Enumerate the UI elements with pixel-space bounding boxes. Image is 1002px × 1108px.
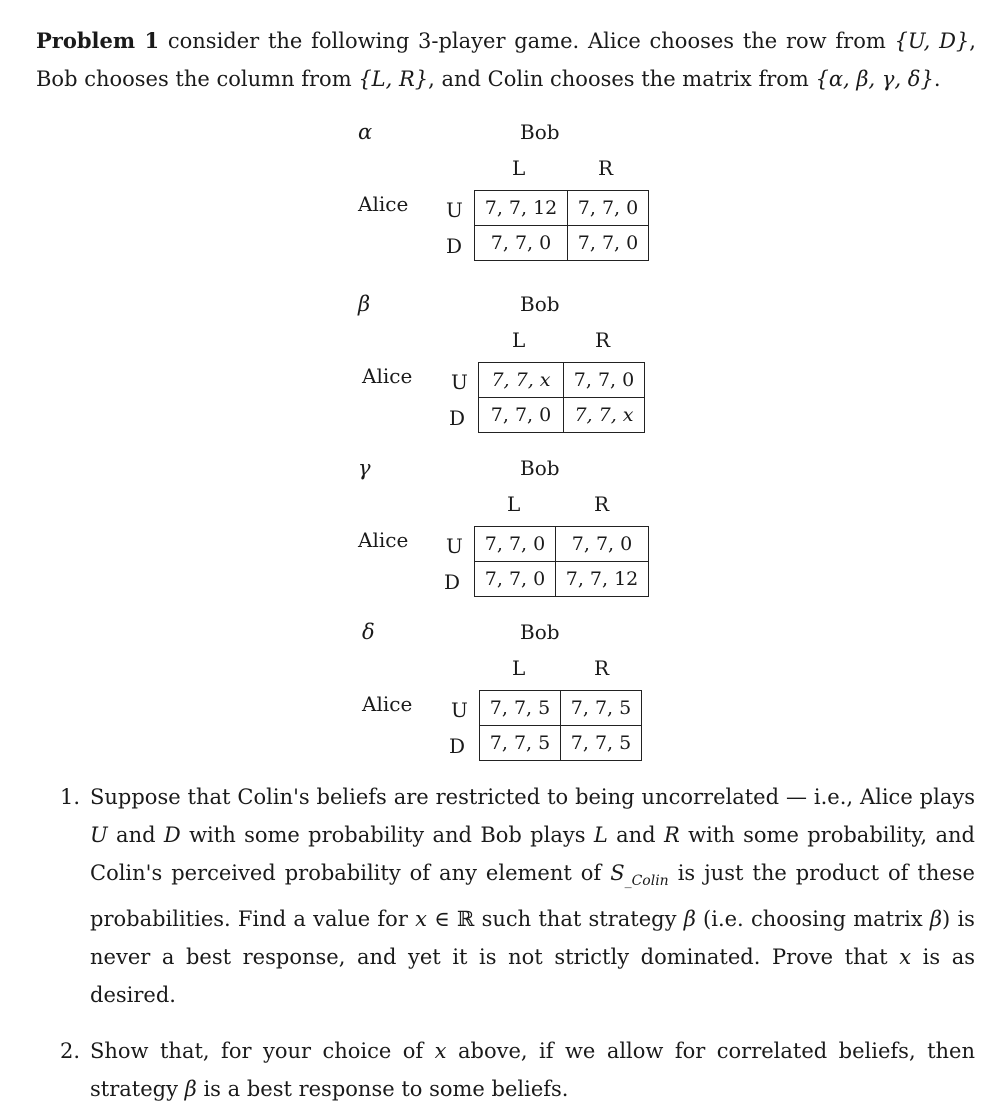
payoff-cell: 7, 7, 12: [475, 191, 568, 226]
payoff-cell: 7, 7, 5: [561, 691, 642, 726]
question-text: with some probability and Bob plays: [189, 823, 586, 847]
math-symbol: β: [683, 907, 696, 932]
math-symbol: D: [163, 823, 181, 847]
payoff-cell: 7, 7, 12: [556, 562, 649, 597]
payoff-cell: 7, 7, 0: [475, 527, 556, 562]
game-beta: [0, 292, 1002, 442]
column-player-label: Bob: [520, 456, 560, 480]
question-text: and: [116, 823, 156, 847]
question-2: [60, 1032, 975, 1108]
column-player-label: Bob: [520, 292, 560, 316]
question-1: [60, 778, 975, 1014]
row-label-d: D: [449, 734, 466, 758]
math-symbol: U: [90, 823, 108, 847]
column-player-label: Bob: [520, 120, 560, 144]
row-strategy-set: {U, D}: [894, 29, 970, 53]
column-label-r: R: [595, 328, 611, 352]
row-label-u: U: [451, 698, 468, 722]
row-label-d: D: [446, 234, 463, 258]
payoff-matrix: [474, 526, 649, 597]
column-label-l: L: [507, 492, 521, 516]
payoff-cell: 7, 7, x: [564, 398, 645, 433]
math-symbol: β: [184, 1077, 197, 1102]
math-subscript: _Colin: [624, 873, 669, 890]
payoff-cell: 7, 7, 0: [479, 398, 564, 433]
question-number: 1.: [60, 785, 81, 809]
payoff-cell: 7, 7, 0: [568, 191, 649, 226]
intro-text-3: , and Colin chooses the matrix from: [428, 67, 809, 91]
matrix-label: δ: [362, 620, 375, 644]
math-symbol: S: [610, 861, 625, 885]
question-text: is just the product of these probabilities. Find a value for: [90, 861, 975, 932]
payoff-cell: 7, 7, 0: [568, 226, 649, 261]
column-strategy-set: {L, R}: [358, 67, 429, 91]
column-label-l: L: [512, 656, 526, 680]
intro-text-4: .: [933, 67, 941, 91]
column-label-l: L: [512, 328, 526, 352]
question-text: Suppose that Colin's beliefs are restricted to being uncorrelated — i.e., Alice plays: [90, 785, 975, 809]
math-symbol: x: [415, 907, 427, 932]
column-label-l: L: [512, 156, 526, 180]
row-label-u: U: [446, 198, 463, 222]
intro-text-2: , Bob chooses the column from: [36, 29, 976, 91]
question-number: 2.: [60, 1039, 81, 1064]
matrix-label: γ: [358, 456, 371, 480]
row-player-label: Alice: [362, 692, 413, 716]
column-label-r: R: [594, 656, 610, 680]
column-player-label: Bob: [520, 620, 560, 644]
question-text: is as desired.: [90, 945, 975, 1008]
matrix-label: α: [358, 120, 373, 144]
intro-text-1: consider the following 3-player game. Alice chooses the row from: [167, 29, 886, 53]
question-text: is a best response to some beliefs.: [203, 1077, 569, 1102]
question-text: and: [616, 823, 656, 847]
question-text: (i.e. choosing matrix: [703, 907, 923, 932]
payoff-matrix: [478, 362, 645, 433]
column-label-r: R: [594, 492, 610, 516]
question-list: [60, 778, 975, 1108]
problem-statement: [36, 22, 976, 98]
question-text: Show that, for your choice of: [90, 1039, 424, 1064]
column-label-r: R: [598, 156, 614, 180]
game-alpha: [0, 120, 1002, 270]
payoff-cell: 7, 7, 0: [564, 363, 645, 398]
payoff-cell: 7, 7, 5: [480, 691, 561, 726]
row-player-label: Alice: [362, 364, 413, 388]
game-gamma: [0, 456, 1002, 606]
row-label-d: D: [449, 406, 466, 430]
math-symbol: x: [899, 945, 912, 970]
payoff-cell: 7, 7, 0: [475, 226, 568, 261]
row-label-u: U: [446, 534, 463, 558]
row-player-label: Alice: [358, 528, 409, 552]
payoff-cell: 7, 7, 0: [556, 527, 649, 562]
math-symbol: L: [593, 823, 608, 847]
payoff-cell: 7, 7, 5: [561, 726, 642, 761]
payoff-matrix: [479, 690, 642, 761]
matrix-label: β: [358, 292, 371, 316]
payoff-cell: 7, 7, 5: [480, 726, 561, 761]
game-delta: [0, 620, 1002, 770]
payoff-cell: 7, 7, x: [479, 363, 564, 398]
row-player-label: Alice: [358, 192, 409, 216]
question-text: ∈ ℝ such that strategy: [434, 907, 677, 932]
question-text: with some probability, and Colin's perceived probability of any element of: [90, 823, 975, 885]
row-label-d: D: [444, 570, 461, 594]
problem-label: Problem 1: [36, 28, 160, 53]
math-symbol: β: [929, 907, 943, 932]
math-symbol: R: [663, 823, 680, 847]
question-text: above, if we allow for correlated beliefs, then strategy: [90, 1039, 976, 1102]
payoff-cell: 7, 7, 0: [475, 562, 556, 597]
question-text: ) is never a best response, and yet it is not strictly dominated. Prove that: [90, 907, 975, 970]
matrix-strategy-set: {α, β, γ, δ}: [815, 67, 934, 91]
row-label-u: U: [451, 370, 468, 394]
payoff-matrix: [474, 190, 649, 261]
math-symbol: x: [434, 1039, 447, 1064]
